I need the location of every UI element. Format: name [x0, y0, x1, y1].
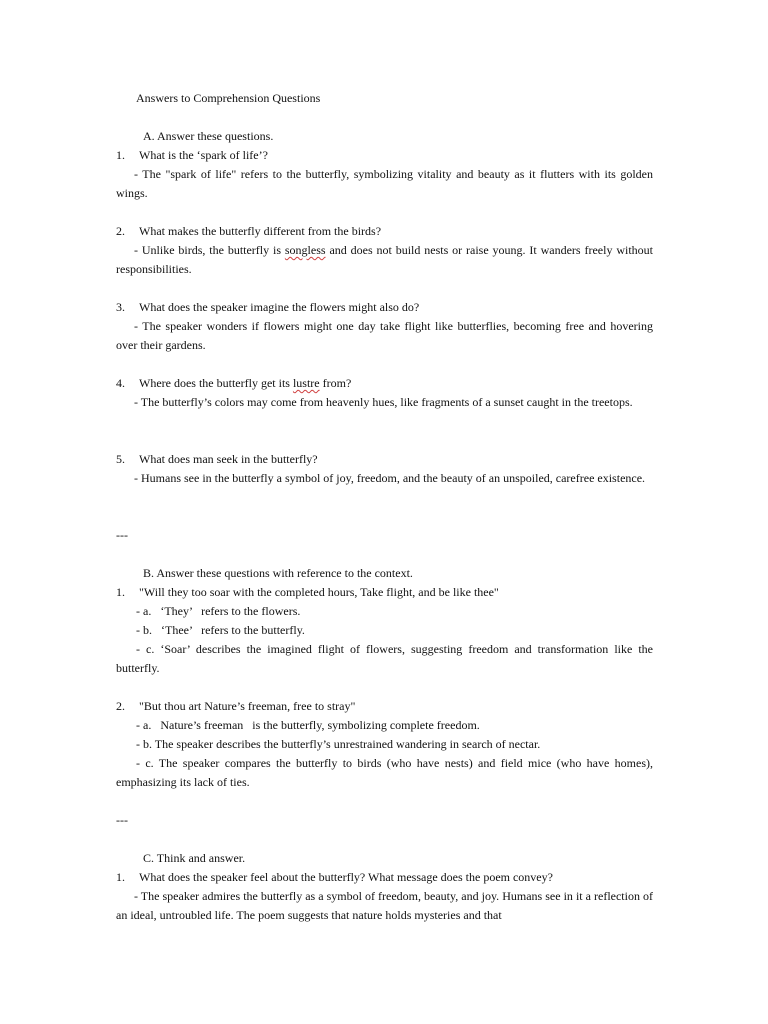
- answer-text-part: - Unlike birds, the butterfly is: [134, 243, 285, 257]
- separator: ---: [116, 528, 128, 542]
- answer-part-c: - c. The speaker compares the butterfly to birds (who have nests) and field mice (who have homes), emphasizing its lack of ties.: [116, 756, 653, 789]
- answer-text: - The speaker admires the butterfly as a symbol of freedom, beauty, and joy. Humans see in it a reflection of an ideal, untroubled life. The poem suggests that nature holds mysteries and that: [116, 889, 653, 922]
- question-number: 2.: [116, 224, 125, 238]
- question-text: What does man seek in the butterfly?: [139, 452, 318, 466]
- document-title: Answers to Comprehension Questions: [136, 91, 321, 105]
- question-text-part: from?: [319, 376, 352, 390]
- answer-part-a: - a. Nature’s freeman is the butterfly, symbolizing complete freedom.: [136, 718, 480, 732]
- answer-text: [116, 241, 653, 279]
- question-number: 3.: [116, 300, 125, 314]
- question-number: 1.: [116, 870, 125, 884]
- spellcheck-word[interactable]: songless: [284, 243, 326, 257]
- spellcheck-word[interactable]: lustre: [292, 376, 320, 390]
- question-text: What does the speaker imagine the flowers might also do?: [139, 300, 420, 314]
- answer-text: - The "spark of life" refers to the butterfly, symbolizing vitality and beauty as it flutters with its golden wings.: [116, 167, 653, 200]
- question-number: 1.: [116, 148, 125, 162]
- answer-part-b: - b. ‘Thee’ refers to the butterfly.: [136, 623, 305, 637]
- question-text: [139, 375, 351, 391]
- separator: ---: [116, 813, 128, 827]
- answer-text: - The speaker wonders if flowers might one day take flight like butterflies, becoming free and hovering over their gardens.: [116, 319, 653, 352]
- question-number: 4.: [116, 376, 125, 390]
- question-number: 2.: [116, 699, 125, 713]
- question-text: What is the ‘spark of life’?: [139, 148, 268, 162]
- answer-part-c: - c. ‘Soar’ describes the imagined flight of flowers, suggesting freedom and transformation like the butterfly.: [116, 642, 653, 675]
- quote-text: "Will they too soar with the completed hours, Take flight, and be like thee": [139, 585, 499, 599]
- question-number: 1.: [116, 585, 125, 599]
- question-text-part: Where does the butterfly get its: [139, 376, 293, 390]
- question-text: What does the speaker feel about the butterfly? What message does the poem convey?: [139, 870, 553, 884]
- answer-text: - The butterfly’s colors may come from heavenly hues, like fragments of a sunset caught in the treetops.: [134, 395, 633, 409]
- answer-text: - Humans see in the butterfly a symbol of joy, freedom, and the beauty of an unspoiled, carefree existence.: [134, 471, 646, 485]
- quote-text: "But thou art Nature’s freeman, free to stray": [139, 699, 356, 713]
- question-number: 5.: [116, 452, 125, 466]
- question-text: What makes the butterfly different from the birds?: [139, 224, 382, 238]
- answer-part-b: - b. The speaker describes the butterfly’s unrestrained wandering in search of nectar.: [136, 737, 541, 751]
- section-a-heading: A. Answer these questions.: [143, 129, 274, 143]
- section-c-heading: C. Think and answer.: [143, 851, 246, 865]
- section-b-heading: B. Answer these questions with reference to the context.: [143, 566, 413, 580]
- answer-part-a: - a. ‘They’ refers to the flowers.: [136, 604, 301, 618]
- answer-text-part: and does not build nests or raise young. It wanders freely without responsibilities.: [116, 243, 653, 276]
